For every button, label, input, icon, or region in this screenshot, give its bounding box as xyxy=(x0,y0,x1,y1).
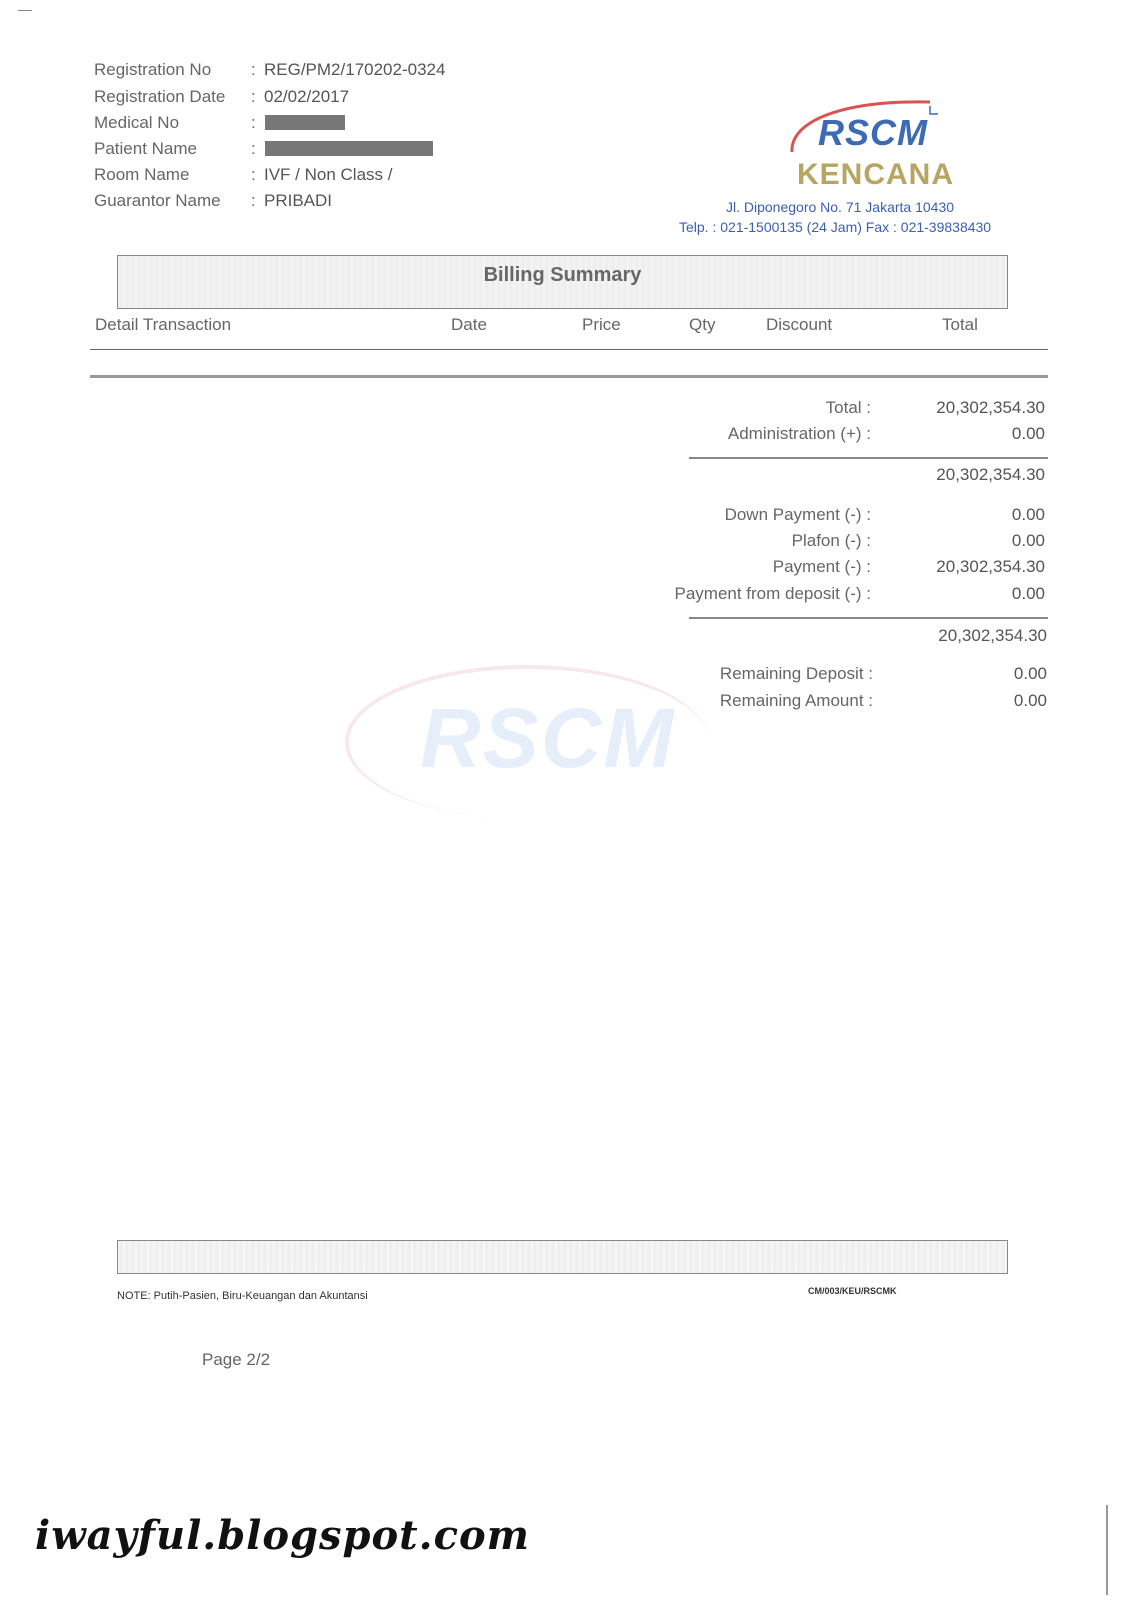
subtotal-1-value: 20,302,354.30 xyxy=(936,465,1045,484)
hospital-contact: Telp. : 021-1500135 (24 Jam) Fax : 021-39838430 xyxy=(679,219,992,235)
total-label: Total : xyxy=(825,398,871,417)
copy-distribution-note: NOTE: Putih-Pasien, Biru-Keuangan dan Akuntansi xyxy=(117,1290,368,1302)
subtotal-divider-1 xyxy=(689,457,1048,459)
payment-label: Payment (-) : xyxy=(772,557,871,576)
payment-value: 20,302,354.30 xyxy=(936,557,1045,576)
logo-kencana-text: KENCANA xyxy=(797,158,954,191)
billing-summary-title: Billing Summary xyxy=(483,264,642,286)
info-colon: : xyxy=(251,191,256,210)
payment-from-deposit-label: Payment from deposit (-) : xyxy=(674,584,871,603)
billing-summary-box xyxy=(117,255,1008,309)
administration-label: Administration (+) : xyxy=(727,424,871,443)
total-value: 20,302,354.30 xyxy=(936,398,1045,417)
info-label: Medical No xyxy=(94,113,180,132)
info-colon: : xyxy=(251,60,256,79)
administration-value: 0.00 xyxy=(1011,424,1045,443)
info-colon: : xyxy=(251,139,256,158)
remaining-amount-label: Remaining Amount : xyxy=(719,691,873,710)
info-colon: : xyxy=(251,113,256,132)
down-payment-label: Down Payment (-) : xyxy=(724,505,871,524)
footer-signature-box xyxy=(117,1240,1008,1274)
remaining-amount-value: 0.00 xyxy=(1013,691,1047,710)
room-name-value: IVF / Non Class / xyxy=(264,165,393,184)
col-discount: Discount xyxy=(766,315,833,334)
registration-date-value: 02/02/2017 xyxy=(264,87,350,106)
page-number: Page 2/2 xyxy=(202,1350,271,1369)
info-label: Registration No xyxy=(94,60,212,79)
subtotal-divider-2 xyxy=(689,617,1048,619)
info-label: Guarantor Name xyxy=(94,191,221,210)
col-price: Price xyxy=(582,315,621,334)
plafon-value: 0.00 xyxy=(1011,531,1045,550)
form-code: CM/003/KEU/RSCMK xyxy=(808,1286,897,1296)
table-bottom-divider xyxy=(90,375,1048,378)
down-payment-value: 0.00 xyxy=(1011,505,1045,524)
medical-no-redaction xyxy=(265,115,345,130)
col-total: Total xyxy=(942,315,978,334)
col-date: Date xyxy=(451,315,487,334)
hospital-address: Jl. Diponegoro No. 71 Jakarta 10430 xyxy=(726,199,955,215)
scan-corner-mark xyxy=(18,10,32,11)
remaining-deposit-value: 0.00 xyxy=(1013,664,1047,683)
info-label: Patient Name xyxy=(94,139,197,158)
plafon-label: Plafon (-) : xyxy=(791,531,871,550)
guarantor-name-value: PRIBADI xyxy=(264,191,333,210)
info-colon: : xyxy=(251,87,256,106)
blog-signature: iwayful.blogspot.com xyxy=(35,1512,530,1559)
info-colon: : xyxy=(251,165,256,184)
info-label: Registration Date xyxy=(94,87,226,106)
header-divider xyxy=(90,349,1048,350)
col-qty: Qty xyxy=(689,315,716,334)
info-label: Room Name xyxy=(94,165,190,184)
scan-edge-mark xyxy=(1106,1505,1108,1595)
subtotal-2-value: 20,302,354.30 xyxy=(938,626,1047,645)
logo-rscm-text: RSCM xyxy=(818,112,928,153)
col-detail-transaction: Detail Transaction xyxy=(95,315,232,334)
payment-from-deposit-value: 0.00 xyxy=(1011,584,1045,603)
registration-no-value: REG/PM2/170202-0324 xyxy=(264,60,446,79)
rscm-watermark: RSCM xyxy=(420,691,676,785)
patient-name-redaction xyxy=(265,141,433,156)
remaining-deposit-label: Remaining Deposit : xyxy=(719,664,873,683)
